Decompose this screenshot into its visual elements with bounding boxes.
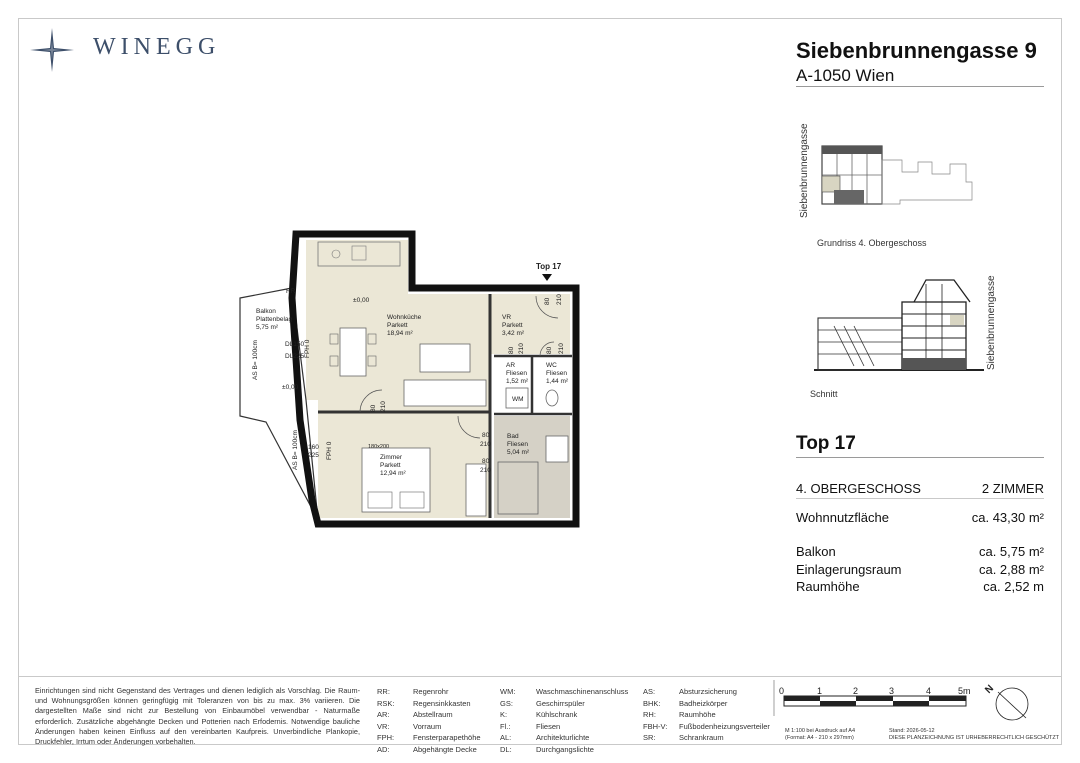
door-w-3: 80 (482, 458, 490, 465)
level-mark-2: ±0,00 (282, 384, 299, 391)
unit-divider-2 (796, 498, 1044, 499)
keyplan-drawing (790, 140, 990, 220)
legend-row (643, 698, 770, 710)
asb-label-2: AS B= 100cm (292, 430, 299, 470)
compass-star-logo-icon (28, 26, 76, 74)
dl150-label: DL150 (285, 341, 305, 348)
room-balkon-area: 5,75 m² (256, 324, 279, 331)
legend-key: RSK: (377, 698, 395, 708)
brand-logo-text: WINEGG (93, 34, 221, 60)
legend-value: Durchgangslichte (536, 744, 594, 754)
legend-row (643, 709, 770, 721)
legend-row (377, 686, 481, 698)
legend-value: Abstellraum (413, 710, 453, 719)
unit-floor: 4. OBERGESCHOSS (796, 481, 921, 496)
room-vr-finish: Parkett (502, 322, 523, 329)
legend-value: Architekturlichte (536, 733, 590, 742)
legend-key: FPH: (377, 733, 395, 742)
scale-tick-5: 5m (958, 686, 971, 696)
legend-value: Absturzsicherung (679, 687, 737, 696)
north-label: N (983, 683, 997, 696)
plan-date: Stand: 2026-05-12 (889, 728, 935, 734)
legend-value: Raumhöhe (679, 710, 716, 719)
scale-tick-1: 1 (817, 686, 823, 696)
legend-row (500, 732, 628, 744)
d225-label: 225 (308, 452, 319, 459)
address-city: A-1050 Wien (796, 66, 895, 85)
legend-row (643, 732, 770, 744)
unit-rooms: 2 ZIMMER (981, 481, 1044, 496)
legend-row (643, 721, 770, 733)
room-balkon-name: Balkon (256, 308, 276, 315)
room-wohnkueche-area: 18,94 m² (387, 330, 413, 337)
room-balkon-finish: Plattenbelag (256, 316, 293, 323)
scale-tick-3: 3 (889, 686, 895, 696)
legend-key: GS: (500, 698, 513, 708)
door-h-4: 210 (518, 343, 525, 354)
legend-row (377, 744, 481, 756)
legend-value: Vorraum (413, 721, 442, 731)
fph-label-2: FPH 0 (326, 441, 333, 460)
legend-value: Abgehängte Decke (413, 744, 477, 754)
scale-bar (770, 680, 970, 720)
scale-note-1: M 1:100 bei Ausdruck auf A4 (785, 728, 856, 734)
legend-value: Schrankraum (679, 733, 724, 742)
room-bad-area: 5,04 m² (507, 449, 530, 456)
level-mark-1: ±0,00 (353, 297, 370, 304)
legend-row (500, 686, 628, 698)
legend-key: FBH-V: (643, 721, 668, 731)
legend-value: Regenrohr (413, 687, 449, 696)
legend-value: Kühlschrank (536, 710, 578, 719)
spec-label-balkon: Balkon (796, 544, 836, 559)
scale-tick-4: 4 (926, 686, 932, 696)
d160-label: 160 (308, 444, 319, 451)
room-vr-area: 3,42 m² (502, 330, 525, 337)
legend-column-3 (643, 686, 770, 744)
legend-row (377, 732, 481, 744)
door-h-1: 210 (380, 401, 387, 412)
room-wohnkueche-finish: Parkett (387, 322, 408, 329)
floor-plan (236, 230, 586, 532)
legend-key: RR: (377, 687, 390, 696)
keyplan (790, 140, 990, 220)
legend-row (500, 744, 628, 756)
legend-value: Fußbodenheizungsverteiler (679, 721, 770, 731)
section-caption: Schnitt (810, 389, 838, 399)
door-h-6: 210 (556, 294, 563, 305)
room-wc-finish: Fliesen (546, 370, 567, 377)
legend-value: Badheizkörper (679, 698, 728, 708)
room-wc-name: WC (546, 362, 557, 369)
legend-row (643, 686, 770, 698)
keyplan-caption: Grundriss 4. Obergeschoss (817, 238, 927, 248)
legend-value: Fensterparapethöhe (413, 733, 481, 742)
room-zimmer-area: 12,94 m² (380, 470, 406, 477)
asb-label-1: AS B= 100cm (252, 340, 259, 380)
scale-note-2: (Format: A4 - 210 x 297mm) (785, 735, 854, 741)
legend-column-2 (500, 686, 628, 755)
legend-value: Regensinkkasten (413, 698, 471, 708)
unit-divider-1 (796, 457, 1044, 458)
footer-divider (18, 676, 1062, 677)
fph-label-1: FPH 0 (304, 339, 311, 358)
room-vr-name: VR (502, 314, 512, 321)
bed-size-label: 180x200 (368, 444, 390, 450)
legend-row (500, 721, 628, 733)
room-bad-name: Bad (507, 433, 519, 440)
spec-label-raumhoehe: Raumhöhe (796, 579, 860, 594)
top-marker: Top 17 (536, 262, 562, 271)
legend-row (377, 709, 481, 721)
legend-key: BHK: (643, 698, 661, 708)
room-ar-finish: Fliesen (506, 370, 527, 377)
section-drawing (814, 274, 984, 374)
legend-row (377, 721, 481, 733)
legend-value: Fliesen (536, 721, 561, 731)
address-street: Siebenbrunnengasse 9 (796, 38, 1037, 63)
door-w-2: 80 (482, 432, 490, 439)
wm-label: WM (512, 396, 524, 403)
room-wc-area: 1,44 m² (546, 378, 569, 385)
door-w-4: 80 (508, 346, 515, 354)
door-w-6: 80 (544, 297, 551, 305)
scale-tick-2: 2 (853, 686, 859, 696)
door-w-5: 80 (546, 346, 553, 354)
legend-row (377, 698, 481, 710)
room-zimmer-finish: Parkett (380, 462, 401, 469)
legend-key: VR: (377, 721, 390, 731)
legend-row (500, 698, 628, 710)
spec-value-raumhoehe: ca. 2,52 m (983, 579, 1044, 594)
section-svg (814, 274, 984, 374)
spec-label-wohnnutzflaeche: Wohnnutzfläche (796, 510, 889, 525)
unit-title: Top 17 (796, 433, 856, 454)
copyright-note: DIESE PLANZEICHNUNG IST URHEBERRECHTLICH GESCHÜTZT (889, 735, 1060, 741)
door-h-3: 210 (480, 467, 491, 474)
legend-key: DL: (500, 744, 512, 754)
legend-value: Waschmaschinenanschluss (536, 687, 629, 696)
scale-tick-0: 0 (779, 686, 785, 696)
legend-key: AS: (643, 687, 656, 696)
door-h-5: 210 (558, 343, 565, 354)
room-wohnkueche-name: Wohnküche (387, 314, 422, 321)
legend-key: Fl.: (500, 721, 511, 731)
legend-value: Geschirrspüler (536, 698, 585, 708)
room-ar-area: 1,52 m² (506, 378, 529, 385)
keyplan-street-label: Siebenbrunnengasse (799, 123, 810, 218)
legend-key: AL: (500, 733, 512, 742)
address-divider (796, 86, 1044, 87)
dl225-label: DL225 (285, 353, 305, 360)
legend-key: AD: (377, 744, 390, 754)
door-h-2: 210 (480, 441, 491, 448)
spec-value-balkon: ca. 5,75 m² (978, 544, 1044, 559)
spec-value-wohnnutzflaeche: ca. 43,30 m² (971, 510, 1044, 525)
legend-key: RH: (643, 710, 656, 719)
legend-column-1 (377, 686, 481, 755)
legend-key: SR: (643, 733, 656, 742)
legend-row (500, 709, 628, 721)
spec-label-einlagerungsraum: Einlagerungsraum (796, 562, 902, 577)
room-bad-finish: Fliesen (507, 441, 528, 448)
legend-key: AR: (377, 710, 390, 719)
disclaimer-text: Einrichtungen sind nicht Gegenstand des Vertrages und dienen lediglich als Vorschlag. Die Raum- und Wohnungsgrößen können geringfügig mit Toleranzen von bis zu max. 3% variieren. Die dargestellten Maße sind nicht zur Bestellung von Einbaumöbel verwendbar - Naturmaße erforderlich. Zusätzliche abgehängte Decken und Potterien nach Erfodernis. Notwendige bauliche Änderungen haben keinen Einfluss auf den vereinbarten Kaufpreis. Unverbindliche Plankopie, Druckfehler, Irrtum oder Änderungen vorbehalten. (35, 686, 360, 747)
spec-value-einlagerungsraum: ca. 2,88 m² (978, 562, 1044, 577)
room-ar-name: AR (506, 362, 516, 369)
door-w-1: 80 (370, 404, 377, 412)
section-street-label: Siebenbrunnengasse (986, 275, 997, 370)
rr-label: RR (286, 288, 296, 295)
room-zimmer-name: Zimmer (380, 454, 403, 461)
legend-key: WM: (500, 687, 516, 696)
legend-key: K: (500, 710, 508, 719)
